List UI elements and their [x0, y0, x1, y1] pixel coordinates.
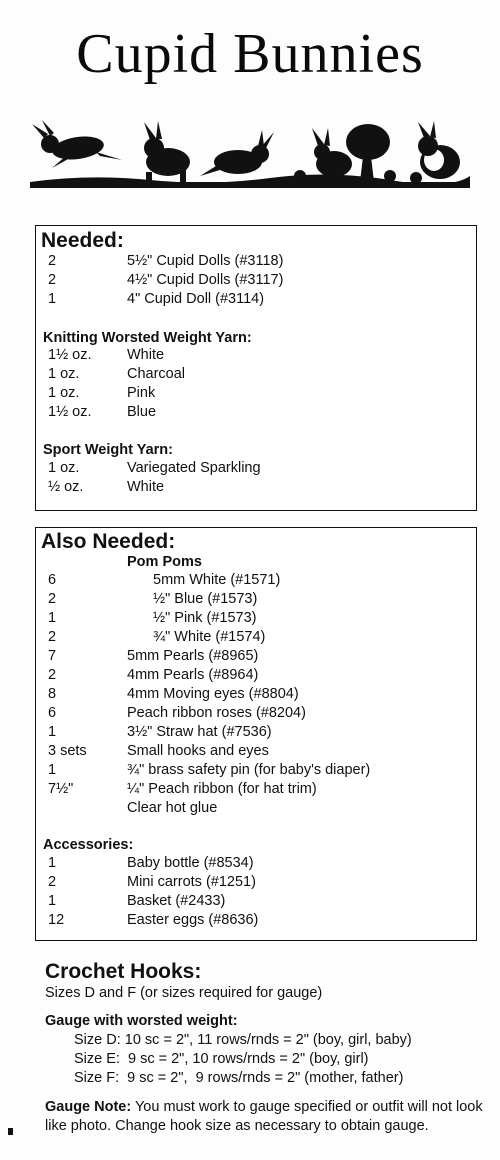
- item-desc: 4mm Pearls (#8964): [127, 667, 259, 683]
- item-qty: 2: [48, 874, 57, 890]
- item-qty: 1 oz.: [48, 385, 80, 401]
- gauge-heading: Gauge with worsted weight:: [45, 1013, 238, 1029]
- page-title: Cupid Bunnies: [76, 23, 424, 85]
- item-desc: ¾" White (#1574): [153, 629, 266, 645]
- item-desc: ½" Blue (#1573): [153, 591, 258, 607]
- item-qty: 1: [48, 724, 57, 740]
- item-desc: Mini carrots (#1251): [127, 874, 256, 890]
- sport-yarn-heading: Sport Weight Yarn:: [43, 442, 173, 458]
- item-desc: Basket (#2433): [127, 893, 226, 909]
- item-qty: 12: [48, 912, 65, 928]
- hook-sizes: Sizes D and F (or sizes required for gauge): [45, 985, 323, 1001]
- item-desc: Easter eggs (#8636): [127, 912, 259, 928]
- item-qty: 1: [48, 610, 57, 626]
- item-qty: 1: [48, 893, 57, 909]
- item-desc: Charcoal: [127, 366, 186, 382]
- item-desc: Variegated Sparkling: [127, 460, 261, 476]
- gauge-line: Size E: 9 sc = 2", 10 rows/rnds = 2" (boy, girl): [74, 1051, 369, 1067]
- item-qty: 2: [48, 253, 57, 269]
- item-desc: Blue: [127, 404, 157, 420]
- item-desc: White: [127, 347, 165, 363]
- needed-heading: Needed:: [41, 229, 124, 252]
- item-qty: 6: [48, 572, 57, 588]
- pom-poms-heading: Pom Poms: [127, 554, 202, 570]
- item-desc: Clear hot glue: [127, 800, 218, 816]
- item-qty: 2: [48, 272, 57, 288]
- item-desc: 4mm Moving eyes (#8804): [127, 686, 299, 702]
- gauge-note-text: You must work to gauge specified or outfit will not look like photo. Change hook size as necessary to obtain gauge.: [45, 1099, 483, 1134]
- item-qty: 1: [48, 855, 57, 871]
- item-qty: 2: [48, 591, 57, 607]
- crochet-hooks-heading: Crochet Hooks:: [45, 960, 202, 983]
- item-desc: 5mm Pearls (#8965): [127, 648, 259, 664]
- item-desc: 4" Cupid Doll (#3114): [127, 291, 265, 307]
- item-desc: Small hooks and eyes: [127, 743, 269, 759]
- also-needed-box: [35, 527, 477, 941]
- bunnies-banner-illustration: [30, 118, 470, 198]
- item-qty: 2: [48, 667, 57, 683]
- item-qty: 8: [48, 686, 57, 702]
- item-desc: 5mm White (#1571): [153, 572, 281, 588]
- gauge-line: Size F: 9 sc = 2", 9 rows/rnds = 2" (mother, father): [74, 1070, 404, 1086]
- item-desc: Pink: [127, 385, 156, 401]
- gauge-note-label: Gauge Note:: [45, 1099, 132, 1115]
- item-desc: 4½" Cupid Dolls (#3117): [127, 272, 284, 288]
- item-qty: 1½ oz.: [48, 404, 92, 420]
- needed-box: [35, 225, 477, 511]
- item-desc: 5½" Cupid Dolls (#3118): [127, 253, 284, 269]
- item-qty: 1½ oz.: [48, 347, 92, 363]
- also-needed-heading: Also Needed:: [41, 530, 176, 553]
- item-qty: 1: [48, 291, 57, 307]
- item-desc: ½" Pink (#1573): [153, 610, 257, 626]
- item-desc: 3½" Straw hat (#7536): [127, 724, 272, 740]
- item-qty: ½ oz.: [48, 479, 84, 495]
- item-qty: 6: [48, 705, 57, 721]
- item-desc: White: [127, 479, 165, 495]
- item-qty: 1 oz.: [48, 366, 80, 382]
- gauge-line: Size D: 10 sc = 2", 11 rows/rnds = 2" (boy, girl, baby): [74, 1032, 412, 1048]
- worsted-yarn-heading: Knitting Worsted Weight Yarn:: [43, 330, 252, 346]
- item-qty: 2: [48, 629, 57, 645]
- item-desc: Peach ribbon roses (#8204): [127, 705, 306, 721]
- item-qty: 7½": [48, 781, 74, 797]
- item-qty: 3 sets: [48, 743, 87, 759]
- accessories-heading: Accessories:: [43, 837, 134, 853]
- bullet-mark: [8, 1128, 13, 1135]
- item-desc: Baby bottle (#8534): [127, 855, 254, 871]
- crochet-hooks-section: [45, 960, 490, 1136]
- item-desc: ¾" brass safety pin (for baby's diaper): [127, 762, 371, 778]
- item-qty: 1: [48, 762, 57, 778]
- item-desc: ¼" Peach ribbon (for hat trim): [127, 781, 317, 797]
- item-qty: 1 oz.: [48, 460, 80, 476]
- item-qty: 7: [48, 648, 57, 664]
- gauge-note: [45, 1098, 490, 1136]
